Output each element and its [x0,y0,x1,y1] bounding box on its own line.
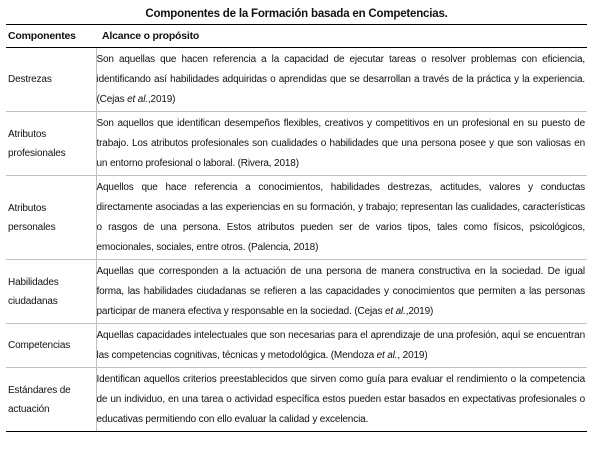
table-row [6,112,587,176]
table-row [6,260,587,324]
description-text-end: ,2019) [147,93,176,105]
description-text: Aquellos que hace referencia a conocimientos, habilidades destrezas, actitudes, valores y conductas directamente asociadas a las experiencias en su formación, y trabajo; representan las cualidades, características o rasgos de una persona. Estos atributos pueden ser de varios tipos, tales como físicos, psicológicos, emocionales, sociales, entre otros. (Palencia, 2018) [96,181,585,253]
description-text: Son aquellos que identifican desempeños flexibles, creativos y competitivos en un profesional en su puesto de trabajo. Los atributos profesionales son cualidades o habilidades que una persona posee y que son valiosas en un entorno profesional o laboral. (Rivera, 2018) [96,117,585,169]
row-description [96,324,587,368]
table-row [6,368,587,432]
table-body [6,48,587,432]
row-description [96,176,587,260]
row-description [96,112,587,176]
description-text: Aquellas que corresponden a la actuación de una persona de manera constructiva en la sociedad. De igual forma, las habilidades ciudadanas se refieren a las capacidades y conocimientos que permiten a las personas participar de manera efectiva y responsable en la sociedad. (Cejas [96,265,585,317]
table-header [6,25,587,48]
table-title: Componentes de la Formación basada en Competencias. [145,8,448,20]
row-name: Atributos profesionales [6,112,96,176]
row-name: Estándares de actuación [6,368,96,432]
description-text: Identifican aquellos criterios preestablecidos que sirven como guía para evaluar el rendimiento o la competencia de un individuo, en una tarea o actividad específica estos pueden estar basados en expectativas profesionales o educativas permitiendo con ello evaluar la calidad y excelencia. [96,373,585,425]
competencies-table [6,24,587,432]
description-text: Aquellas capacidades intelectuales que son necesarias para el aprendizaje de una profesión, aquí se encuentran las competencias cognitivas, técnicas y metodológica. (Mendoza [96,329,585,361]
description-italic: et al. [376,349,398,361]
row-description [96,260,587,324]
description-text-end: , 2019) [397,349,428,361]
table-row [6,48,587,112]
row-name: Competencias [6,324,96,368]
row-description [96,368,587,432]
description-italic: et al. [127,93,148,105]
header-row [6,25,587,48]
header-componentes: Componentes [6,25,96,48]
table-row [6,176,587,260]
row-name: Destrezas [6,48,96,112]
description-text-end: ,2019) [405,305,434,317]
table-row [6,324,587,368]
header-alcance: Alcance o propósito [96,25,587,48]
description-text: Son aquellas que hacen referencia a la capacidad de ejecutar tareas o resolver problemas con eficiencia, identificando así habilidades adquiridas o aprendidas que se desarrollan a través de la práctica y la experiencia. (Cejas [96,53,585,105]
row-name: Habilidades ciudadanas [6,260,96,324]
description-italic: et al. [384,305,406,317]
row-description [96,48,587,112]
row-name: Atributos personales [6,176,96,260]
